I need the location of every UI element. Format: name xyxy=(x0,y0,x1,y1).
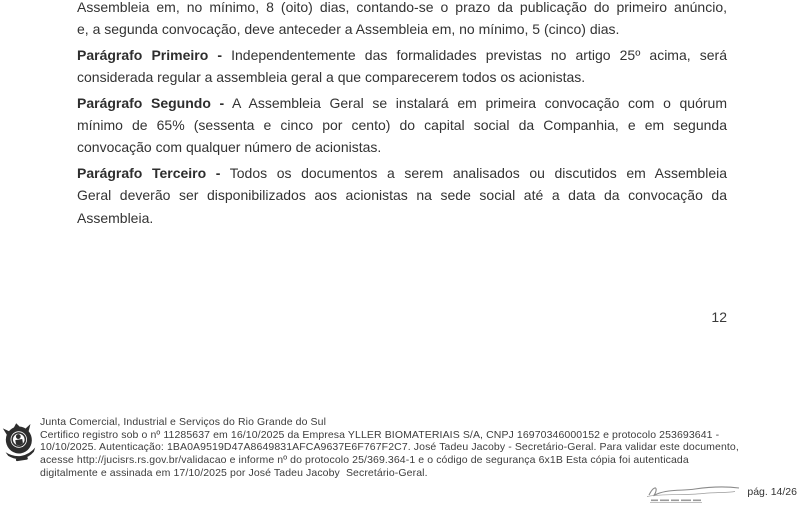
scan-page-label: pág. 14/26 xyxy=(747,486,797,498)
paragraph xyxy=(77,92,727,159)
footer-line: Certifico registro sob o nº 11285637 em 16/10/2025 da Empresa YLLER BIOMATERIAIS S/A, CNPJ 16970346000152 e protocolo 253693641 - xyxy=(40,428,720,441)
text-line: Assembleia em, no mínimo, 8 (oito) dias, contando-se o prazo da publicação do primeiro anúncio, xyxy=(77,0,727,15)
text-line: Assembleia. xyxy=(77,209,154,226)
footer-line: digitalmente e assinada em 17/10/2025 por José Tadeu Jacoby Secretário-Geral. xyxy=(40,466,428,479)
paragraph xyxy=(77,44,727,89)
paragraph xyxy=(77,162,727,229)
document-body xyxy=(77,0,727,232)
paragraph-label: Parágrafo Terceiro - xyxy=(77,164,221,181)
jucisrs-coat-of-arms-icon xyxy=(0,417,40,464)
text-line: considerada regular a assembleia geral a que comparecerem todos os acionistas. xyxy=(77,69,586,86)
footer-line: Junta Comercial, Industrial e Serviços do Rio Grande do Sul xyxy=(40,416,327,428)
paragraph xyxy=(77,0,727,41)
text-line: Geral deverão ser disponibilizados aos acionistas na sede social até a data da convocação da xyxy=(77,187,727,204)
certification-footer xyxy=(40,416,796,480)
text-line: Parágrafo Terceiro - Todos os documentos a serem analisados ou discutidos em Assembleia xyxy=(77,164,727,181)
footer-line: acesse http://jucisrs.rs.gov.br/validacao e informe nº do protocolo 25/369.364-1 e o código de segurança 6x1B Esta cópia foi autenticada xyxy=(40,454,689,467)
footer-line: 10/10/2025. Autenticação: 1BA0A9519D47A8649831AFCA9637E6F767F2C7. José Tadeu Jacoby - Secretário-Geral. Para validar este documento, xyxy=(40,441,739,454)
paragraph-label: Parágrafo Segundo - xyxy=(77,94,225,111)
text-line: Parágrafo Segundo - A Assembleia Geral se instalará em primeira convocação com o quórum xyxy=(77,94,727,111)
paragraph-label: Parágrafo Primeiro - xyxy=(77,46,223,63)
text-line: convocação com qualquer número de acionistas. xyxy=(77,139,382,156)
text-line: e, a segunda convocação, deve anteceder a Assembleia em, no mínimo, 5 (cinco) dias. xyxy=(77,21,620,38)
text-line: Parágrafo Primeiro - Independentemente das formalidades previstas no artigo 25º acima, será xyxy=(77,46,727,63)
text-line: mínimo de 65% (sessenta e cinco por cento) do capital social da Companhia, e em segunda xyxy=(77,117,727,134)
secretary-signature-mark xyxy=(643,481,745,505)
document-page-number: 12 xyxy=(711,309,727,325)
